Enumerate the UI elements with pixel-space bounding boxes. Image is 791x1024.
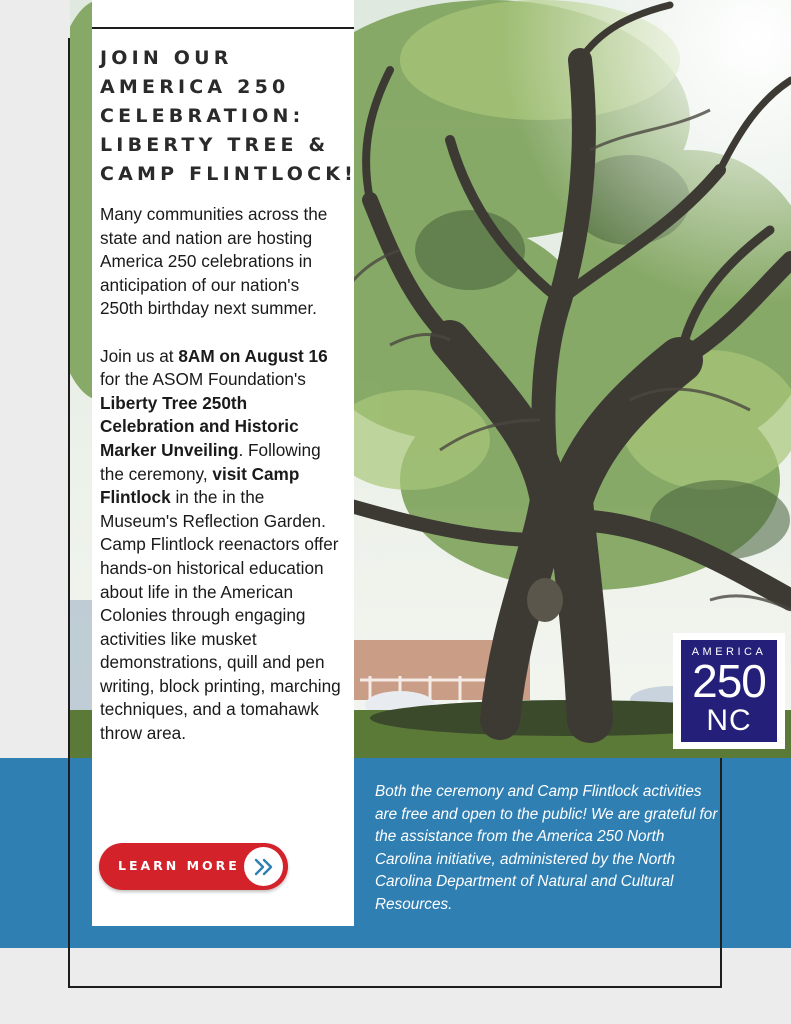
text-run: for the ASOM Foundation's [100,369,306,390]
text-run: . Following the ceremony, [100,439,321,484]
intro-paragraph: Many communities across the state and nation are hosting America 250 celebrations in anticipation of our nation's 250th birthday next summer. [100,204,328,319]
frame-line-bottom [68,986,722,988]
event-name: Liberty Tree 250th Celebration and Historic Marker Unveiling [100,392,299,460]
event-paragraph [100,345,346,746]
double-chevron-right-icon [244,847,283,886]
america-250-nc-logo [673,633,785,749]
headline-line: AMERICA 250 [100,76,290,98]
card-top-rule [92,27,354,29]
text-run: Join us at [100,345,179,366]
body-copy [100,203,346,769]
frame-line-left [68,38,70,988]
headline-line: CELEBRATION: [100,105,305,127]
logo-250-text: 250 [692,655,766,707]
frame-line-right [720,758,722,988]
headline-line: JOIN OUR [100,47,233,69]
learn-more-label: LEARN MORE [118,858,240,873]
headline [100,44,360,189]
logo-america-text: AMERICA [691,646,767,658]
logo-badge [681,640,777,742]
headline-line: CAMP FLINTLOCK! [100,163,358,185]
logo-nc-text: NC [706,704,752,737]
funding-note: Both the ceremony and Camp Flintlock activities are free and open to the public! We are grateful for the assistance from the America 250 North Carolina initiative, administered by the North Carolina Department of Natural and Cultural Resources. [375,783,718,913]
text-run: in the in the Museum's Reflection Garden. Camp Flintlock reenactors offer hands-on historical education about life in the American Colonies through engaging activities like musket demonstrations, quill and pen writing, block printing, marching techniques, and a tomahawk throw area. [100,487,341,744]
visit-camp-flintlock: visit Camp Flintlock [100,463,300,508]
learn-more-button[interactable] [99,843,288,890]
event-time: 8AM on August 16 [178,345,328,366]
headline-line: LIBERTY TREE & [100,134,330,156]
